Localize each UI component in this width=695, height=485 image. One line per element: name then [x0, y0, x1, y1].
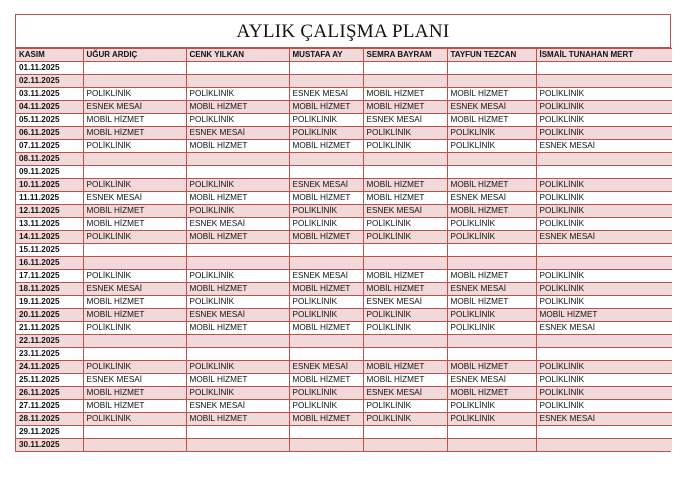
shift-cell: ESNEK MESAİ	[363, 205, 447, 218]
table-row	[16, 361, 672, 374]
shift-cell	[83, 348, 186, 361]
header-cell-tayfun-tezcan: TAYFUN TEZCAN	[447, 49, 536, 62]
table-row	[16, 192, 672, 205]
shift-cell: POLİKLİNİK	[536, 179, 672, 192]
shift-cell	[186, 335, 289, 348]
table-row	[16, 400, 672, 413]
shift-cell: MOBİL HİZMET	[289, 322, 363, 335]
shift-cell: MOBİL HİZMET	[447, 270, 536, 283]
table-row	[16, 348, 672, 361]
date-cell: 17.11.2025	[16, 270, 83, 283]
shift-cell	[363, 244, 447, 257]
shift-cell: MOBİL HİZMET	[363, 374, 447, 387]
shift-cell: POLİKLİNİK	[289, 127, 363, 140]
shift-cell: POLİKLİNİK	[186, 361, 289, 374]
shift-cell: POLİKLİNİK	[289, 296, 363, 309]
shift-cell	[186, 257, 289, 270]
shift-cell	[186, 439, 289, 452]
shift-cell	[447, 257, 536, 270]
shift-cell	[83, 335, 186, 348]
header-row	[16, 49, 672, 62]
table-row	[16, 296, 672, 309]
shift-cell	[536, 75, 672, 88]
table-row	[16, 205, 672, 218]
shift-cell: POLİKLİNİK	[186, 114, 289, 127]
shift-cell: ESNEK MESAİ	[83, 283, 186, 296]
shift-cell: ESNEK MESAİ	[289, 361, 363, 374]
shift-cell: ESNEK MESAİ	[83, 101, 186, 114]
shift-cell	[289, 62, 363, 75]
shift-cell	[289, 348, 363, 361]
shift-cell: ESNEK MESAİ	[363, 387, 447, 400]
shift-cell: MOBİL HİZMET	[186, 101, 289, 114]
shift-cell: POLİKLİNİK	[447, 322, 536, 335]
date-cell: 12.11.2025	[16, 205, 83, 218]
shift-cell	[289, 426, 363, 439]
date-cell: 30.11.2025	[16, 439, 83, 452]
date-cell: 05.11.2025	[16, 114, 83, 127]
date-cell: 08.11.2025	[16, 153, 83, 166]
shift-cell	[363, 426, 447, 439]
shift-cell: POLİKLİNİK	[536, 400, 672, 413]
shift-cell: ESNEK MESAİ	[536, 231, 672, 244]
date-cell: 19.11.2025	[16, 296, 83, 309]
shift-cell: MOBİL HİZMET	[289, 374, 363, 387]
date-cell: 18.11.2025	[16, 283, 83, 296]
shift-cell: MOBİL HİZMET	[289, 101, 363, 114]
shift-cell: MOBİL HİZMET	[447, 361, 536, 374]
date-cell: 27.11.2025	[16, 400, 83, 413]
shift-cell: ESNEK MESAİ	[83, 192, 186, 205]
shift-cell	[536, 166, 672, 179]
shift-cell: MOBİL HİZMET	[447, 387, 536, 400]
shift-cell: POLİKLİNİK	[536, 127, 672, 140]
shift-cell	[363, 257, 447, 270]
shift-cell: MOBİL HİZMET	[447, 179, 536, 192]
shift-cell	[186, 153, 289, 166]
shift-cell	[186, 348, 289, 361]
shift-cell: ESNEK MESAİ	[447, 374, 536, 387]
shift-cell: POLİKLİNİK	[536, 361, 672, 374]
shift-cell	[83, 153, 186, 166]
header-cell-ismail-tunahan-mert: İSMAİL TUNAHAN MERT	[536, 49, 672, 62]
shift-cell: POLİKLİNİK	[363, 322, 447, 335]
table-row	[16, 153, 672, 166]
table-row	[16, 257, 672, 270]
shift-cell: POLİKLİNİK	[447, 400, 536, 413]
shift-cell	[536, 62, 672, 75]
shift-cell: POLİKLİNİK	[289, 218, 363, 231]
shift-cell: MOBİL HİZMET	[363, 270, 447, 283]
shift-cell: POLİKLİNİK	[186, 179, 289, 192]
shift-cell: MOBİL HİZMET	[186, 283, 289, 296]
shift-cell: MOBİL HİZMET	[186, 192, 289, 205]
date-cell: 22.11.2025	[16, 335, 83, 348]
page-title: AYLIK ÇALIŞMA PLANI	[16, 15, 670, 48]
shift-cell: ESNEK MESAİ	[363, 296, 447, 309]
shift-cell: POLİKLİNİK	[186, 296, 289, 309]
shift-cell: MOBİL HİZMET	[83, 114, 186, 127]
shift-cell: POLİKLİNİK	[186, 88, 289, 101]
shift-cell: ESNEK MESAİ	[186, 309, 289, 322]
header-cell-cenk-yilkan: CENK YILKAN	[186, 49, 289, 62]
shift-cell: MOBİL HİZMET	[289, 231, 363, 244]
shift-cell	[536, 348, 672, 361]
table-row	[16, 88, 672, 101]
shift-cell: MOBİL HİZMET	[83, 127, 186, 140]
shift-cell	[186, 75, 289, 88]
date-cell: 28.11.2025	[16, 413, 83, 426]
shift-cell: POLİKLİNİK	[363, 309, 447, 322]
date-cell: 23.11.2025	[16, 348, 83, 361]
shift-cell	[289, 166, 363, 179]
shift-cell	[289, 153, 363, 166]
shift-cell: MOBİL HİZMET	[186, 322, 289, 335]
shift-cell	[83, 166, 186, 179]
date-cell: 24.11.2025	[16, 361, 83, 374]
shift-cell	[186, 166, 289, 179]
shift-cell: ESNEK MESAİ	[447, 283, 536, 296]
shift-cell: ESNEK MESAİ	[83, 374, 186, 387]
shift-cell: MOBİL HİZMET	[289, 140, 363, 153]
shift-cell: POLİKLİNİK	[363, 218, 447, 231]
shift-cell	[289, 244, 363, 257]
shift-cell	[536, 244, 672, 257]
shift-cell	[447, 439, 536, 452]
shift-cell: POLİKLİNİK	[83, 179, 186, 192]
shift-cell: MOBİL HİZMET	[447, 296, 536, 309]
shift-cell: ESNEK MESAİ	[536, 413, 672, 426]
shift-cell: POLİKLİNİK	[536, 88, 672, 101]
shift-cell: MOBİL HİZMET	[363, 179, 447, 192]
header-cell-ugur-ardic: UĞUR ARDIÇ	[83, 49, 186, 62]
shift-cell: POLİKLİNİK	[536, 114, 672, 127]
shift-cell: POLİKLİNİK	[536, 218, 672, 231]
shift-cell: ESNEK MESAİ	[447, 101, 536, 114]
shift-cell	[186, 62, 289, 75]
shift-cell: MOBİL HİZMET	[363, 283, 447, 296]
table-row	[16, 101, 672, 114]
shift-cell: MOBİL HİZMET	[447, 88, 536, 101]
shift-cell: POLİKLİNİK	[289, 205, 363, 218]
table-row	[16, 387, 672, 400]
shift-cell	[83, 62, 186, 75]
shift-cell: ESNEK MESAİ	[536, 322, 672, 335]
table-row	[16, 231, 672, 244]
shift-cell: POLİKLİNİK	[83, 88, 186, 101]
shift-cell	[186, 244, 289, 257]
date-cell: 11.11.2025	[16, 192, 83, 205]
shift-cell: POLİKLİNİK	[447, 140, 536, 153]
shift-cell: MOBİL HİZMET	[447, 114, 536, 127]
date-cell: 21.11.2025	[16, 322, 83, 335]
shift-cell: MOBİL HİZMET	[363, 361, 447, 374]
shift-cell: POLİKLİNİK	[186, 387, 289, 400]
shift-cell	[83, 244, 186, 257]
shift-cell: ESNEK MESAİ	[289, 270, 363, 283]
header-cell-mustafa-ay: MUSTAFA AY	[289, 49, 363, 62]
date-cell: 13.11.2025	[16, 218, 83, 231]
shift-cell: MOBİL HİZMET	[83, 218, 186, 231]
date-cell: 03.11.2025	[16, 88, 83, 101]
shift-cell	[447, 75, 536, 88]
shift-cell: POLİKLİNİK	[536, 283, 672, 296]
table-row	[16, 309, 672, 322]
shift-cell: POLİKLİNİK	[536, 387, 672, 400]
shift-cell	[536, 153, 672, 166]
table-row	[16, 140, 672, 153]
shift-cell	[363, 439, 447, 452]
table-row	[16, 75, 672, 88]
shift-cell: ESNEK MESAİ	[186, 400, 289, 413]
table-row	[16, 166, 672, 179]
shift-cell	[447, 153, 536, 166]
shift-cell: ESNEK MESAİ	[186, 127, 289, 140]
shift-cell: POLİKLİNİK	[447, 413, 536, 426]
schedule-table	[16, 48, 672, 451]
shift-cell	[447, 62, 536, 75]
table-row	[16, 62, 672, 75]
shift-cell: ESNEK MESAİ	[363, 114, 447, 127]
header-cell-semra-bayram: SEMRA BAYRAM	[363, 49, 447, 62]
table-row	[16, 426, 672, 439]
shift-cell: MOBİL HİZMET	[186, 374, 289, 387]
date-cell: 20.11.2025	[16, 309, 83, 322]
shift-cell: POLİKLİNİK	[83, 231, 186, 244]
shift-cell: ESNEK MESAİ	[447, 192, 536, 205]
shift-cell: ESNEK MESAİ	[289, 88, 363, 101]
shift-cell	[447, 348, 536, 361]
shift-cell	[363, 166, 447, 179]
shift-cell: ESNEK MESAİ	[186, 218, 289, 231]
shift-cell	[289, 75, 363, 88]
table-row	[16, 439, 672, 452]
date-cell: 25.11.2025	[16, 374, 83, 387]
shift-cell: MOBİL HİZMET	[363, 101, 447, 114]
shift-cell	[363, 348, 447, 361]
shift-cell: POLİKLİNİK	[363, 400, 447, 413]
shift-cell	[289, 439, 363, 452]
shift-cell: MOBİL HİZMET	[83, 387, 186, 400]
shift-cell	[289, 335, 363, 348]
table-row	[16, 374, 672, 387]
table-row	[16, 335, 672, 348]
date-cell: 26.11.2025	[16, 387, 83, 400]
date-cell: 04.11.2025	[16, 101, 83, 114]
shift-cell	[83, 439, 186, 452]
shift-cell	[289, 257, 363, 270]
shift-cell	[83, 257, 186, 270]
shift-cell: MOBİL HİZMET	[186, 140, 289, 153]
shift-cell	[536, 426, 672, 439]
date-cell: 09.11.2025	[16, 166, 83, 179]
shift-cell: POLİKLİNİK	[83, 140, 186, 153]
shift-cell: POLİKLİNİK	[447, 231, 536, 244]
shift-cell: MOBİL HİZMET	[83, 296, 186, 309]
shift-cell	[447, 426, 536, 439]
shift-cell: MOBİL HİZMET	[186, 231, 289, 244]
shift-cell: MOBİL HİZMET	[536, 309, 672, 322]
table-row	[16, 179, 672, 192]
shift-cell: POLİKLİNİK	[447, 218, 536, 231]
shift-cell	[363, 335, 447, 348]
date-cell: 15.11.2025	[16, 244, 83, 257]
shift-cell: POLİKLİNİK	[447, 127, 536, 140]
shift-cell: POLİKLİNİK	[536, 374, 672, 387]
table-row	[16, 322, 672, 335]
shift-cell: POLİKLİNİK	[363, 231, 447, 244]
shift-cell: POLİKLİNİK	[447, 309, 536, 322]
shift-cell: POLİKLİNİK	[363, 140, 447, 153]
date-cell: 07.11.2025	[16, 140, 83, 153]
shift-cell	[83, 426, 186, 439]
shift-cell	[83, 75, 186, 88]
shift-cell: POLİKLİNİK	[536, 192, 672, 205]
shift-cell: ESNEK MESAİ	[536, 140, 672, 153]
shift-cell	[363, 153, 447, 166]
shift-cell: MOBİL HİZMET	[83, 309, 186, 322]
schedule-sheet	[15, 14, 671, 452]
shift-cell: POLİKLİNİK	[83, 361, 186, 374]
table-row	[16, 127, 672, 140]
shift-cell	[536, 439, 672, 452]
table-row	[16, 244, 672, 257]
shift-cell: POLİKLİNİK	[536, 101, 672, 114]
shift-cell: POLİKLİNİK	[186, 270, 289, 283]
date-cell: 06.11.2025	[16, 127, 83, 140]
shift-cell: ESNEK MESAİ	[289, 179, 363, 192]
shift-cell: MOBİL HİZMET	[289, 283, 363, 296]
date-cell: 02.11.2025	[16, 75, 83, 88]
shift-cell	[186, 426, 289, 439]
shift-cell: MOBİL HİZMET	[289, 413, 363, 426]
date-cell: 16.11.2025	[16, 257, 83, 270]
shift-cell	[363, 62, 447, 75]
date-cell: 29.11.2025	[16, 426, 83, 439]
shift-cell	[447, 335, 536, 348]
table-row	[16, 270, 672, 283]
shift-cell: MOBİL HİZMET	[447, 205, 536, 218]
shift-cell	[536, 335, 672, 348]
shift-cell: POLİKLİNİK	[289, 400, 363, 413]
shift-cell: POLİKLİNİK	[83, 413, 186, 426]
table-row	[16, 283, 672, 296]
shift-cell: POLİKLİNİK	[289, 387, 363, 400]
shift-cell: MOBİL HİZMET	[363, 88, 447, 101]
shift-cell: POLİKLİNİK	[289, 309, 363, 322]
shift-cell: POLİKLİNİK	[536, 270, 672, 283]
shift-cell: POLİKLİNİK	[289, 114, 363, 127]
shift-cell	[447, 166, 536, 179]
shift-cell: MOBİL HİZMET	[289, 192, 363, 205]
shift-cell: POLİKLİNİK	[186, 205, 289, 218]
shift-cell	[536, 257, 672, 270]
shift-cell: POLİKLİNİK	[536, 205, 672, 218]
table-row	[16, 413, 672, 426]
date-cell: 01.11.2025	[16, 62, 83, 75]
date-cell: 14.11.2025	[16, 231, 83, 244]
shift-cell: POLİKLİNİK	[83, 270, 186, 283]
shift-cell: POLİKLİNİK	[363, 413, 447, 426]
shift-cell: MOBİL HİZMET	[186, 413, 289, 426]
table-row	[16, 218, 672, 231]
shift-cell: MOBİL HİZMET	[363, 192, 447, 205]
table-row	[16, 114, 672, 127]
schedule-body	[16, 62, 672, 452]
shift-cell: POLİKLİNİK	[83, 322, 186, 335]
shift-cell: POLİKLİNİK	[363, 127, 447, 140]
shift-cell: POLİKLİNİK	[536, 296, 672, 309]
header-cell-month: KASIM	[16, 49, 83, 62]
shift-cell: MOBİL HİZMET	[83, 400, 186, 413]
shift-cell	[363, 75, 447, 88]
shift-cell: MOBİL HİZMET	[83, 205, 186, 218]
shift-cell	[447, 244, 536, 257]
date-cell: 10.11.2025	[16, 179, 83, 192]
